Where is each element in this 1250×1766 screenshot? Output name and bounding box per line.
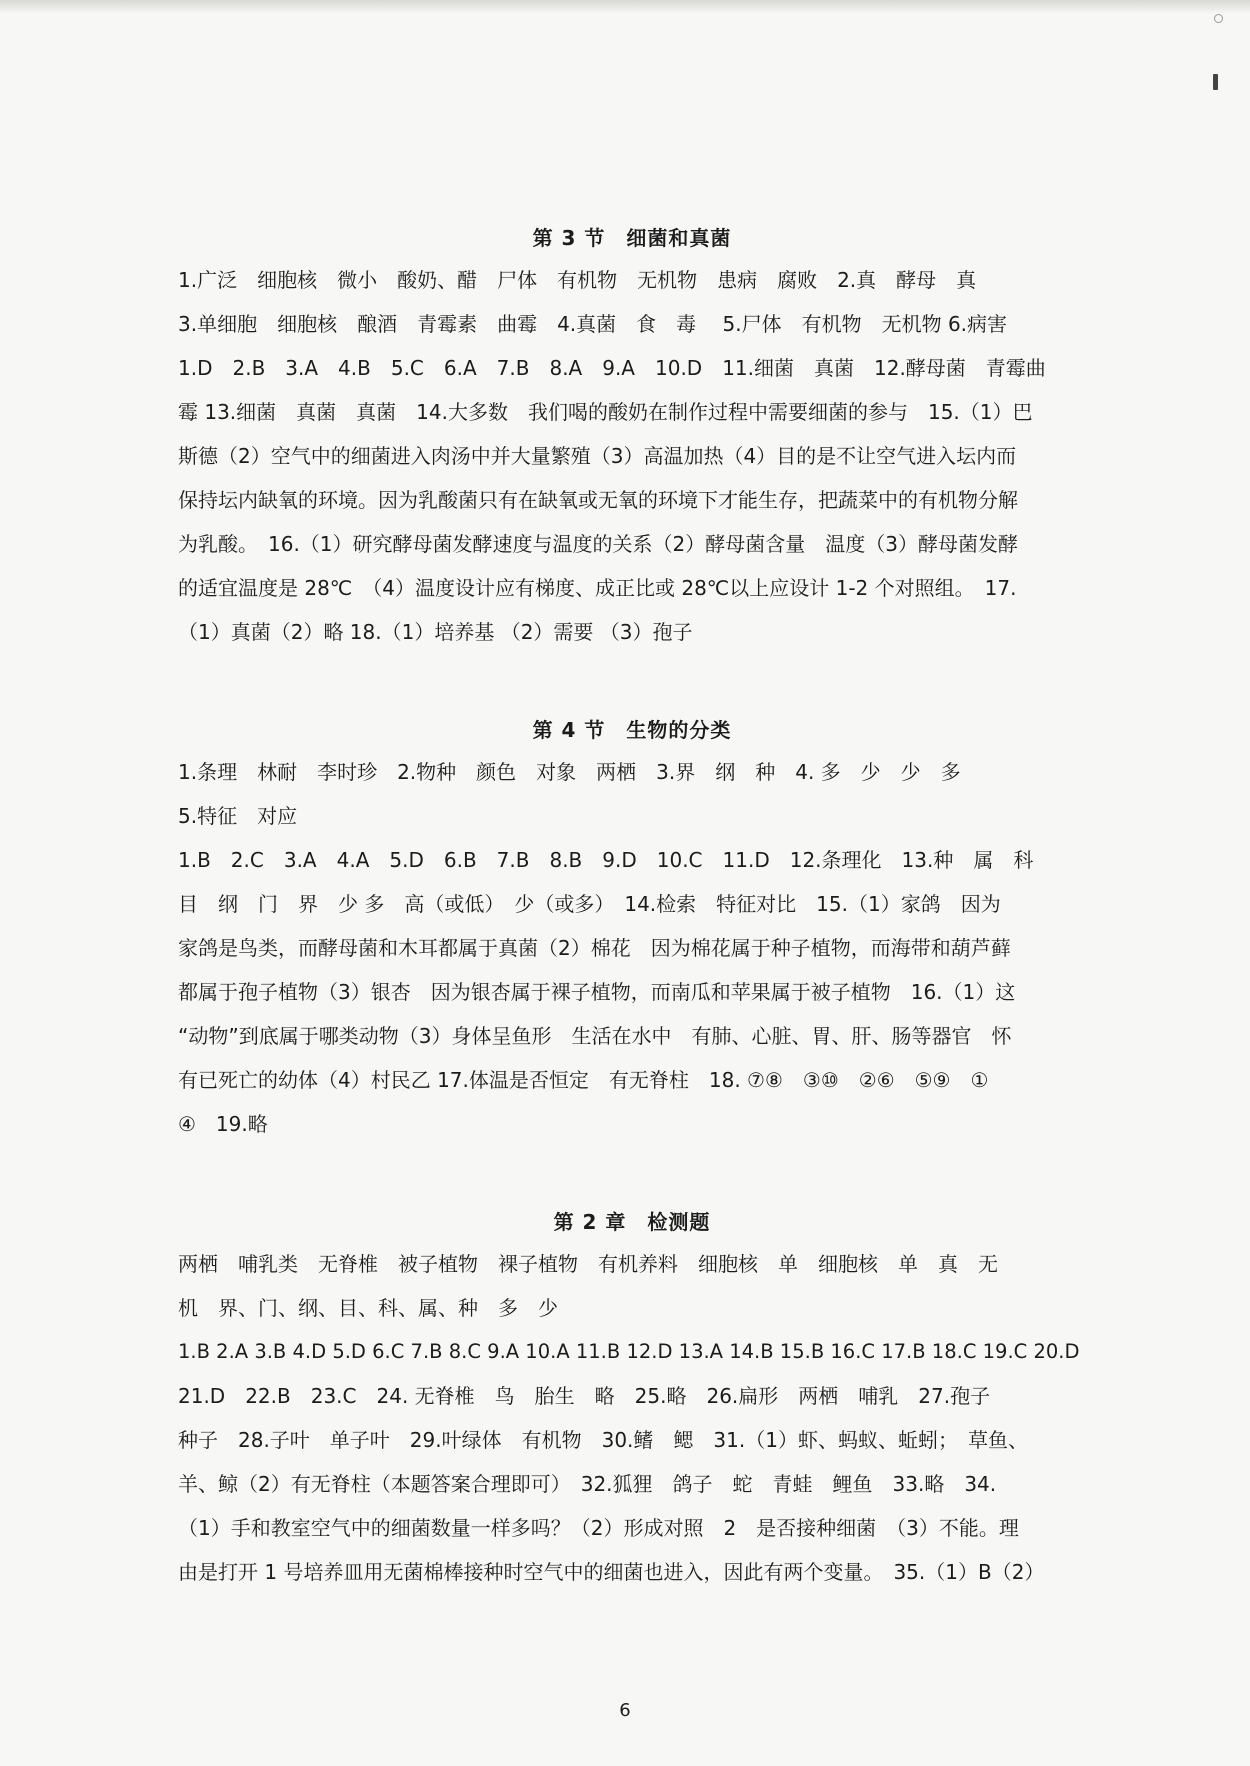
text-line: 的适宜温度是 28℃ （4）温度设计应有梯度、成正比或 28℃以上应设计 1-2 个对照组。 17. bbox=[178, 576, 1017, 600]
section-title: 第 4 节 生物的分类 bbox=[532, 718, 732, 742]
text-line: 由是打开 1 号培养皿用无菌棉棒接种时空气中的细菌也进入，因此有两个变量。 35.（1）B（2） bbox=[178, 1560, 1045, 1584]
text-line: 1.B 2.C 3.A 4.A 5.D 6.B 7.B 8.B 9.D 10.C 11.D 12.条理化 13.种 属 科 bbox=[178, 848, 1034, 872]
corner-mark bbox=[1213, 74, 1218, 90]
text-line: 都属于孢子植物（3）银杏 因为银杏属于裸子植物，而南瓜和苹果属于被子植物 16.（1）这 bbox=[178, 980, 1016, 1004]
text-line: 目 纲 门 界 少 多 高（或低） 少（或多） 14.检索 特征对比 15.（1）家鸽 因为 bbox=[178, 892, 1001, 916]
text-line: 21.D 22.B 23.C 24. 无脊椎 鸟 胎生 略 25.略 26.扁形 两栖 哺乳 27.孢子 bbox=[178, 1384, 991, 1408]
text-line: 羊、鲸（2）有无脊柱（本题答案合理即可） 32.狐狸 鸽子 蛇 青蛙 鲤鱼 33.略 34. bbox=[178, 1472, 997, 1496]
section-title: 第 2 章 检测题 bbox=[553, 1210, 711, 1234]
text-line: （1）手和教室空气中的细菌数量一样多吗？（2）形成对照 2 是否接种细菌 （3）不能。理 bbox=[178, 1516, 1019, 1540]
text-line: 家鸽是鸟类，而酵母菌和木耳都属于真菌（2）棉花 因为棉花属于种子植物，而海带和葫芦藓 bbox=[178, 936, 1011, 960]
text-line: 霉 13.细菌 真菌 真菌 14.大多数 我们喝的酸奶在制作过程中需要细菌的参与 15.（1）巴 bbox=[178, 400, 1033, 424]
text-line: 机 界、门、纲、目、科、属、种 多 少 bbox=[178, 1296, 558, 1320]
text-line: 为乳酸。 16.（1）研究酵母菌发酵速度与温度的关系（2）酵母菌含量 温度（3）酵母菌发酵 bbox=[178, 532, 1018, 556]
text-line: 1.D 2.B 3.A 4.B 5.C 6.A 7.B 8.A 9.A 10.D 11.细菌 真菌 12.酵母菌 青霉曲 bbox=[178, 356, 1046, 380]
text-line: 斯德（2）空气中的细菌进入肉汤中并大量繁殖（3）高温加热（4）目的是不让空气进入坛内而 bbox=[178, 444, 1017, 468]
text-line: 1.广泛 细胞核 微小 酸奶、醋 尸体 有机物 无机物 患病 腐败 2.真 酵母 真 bbox=[178, 268, 977, 292]
text-line: ④ 19.略 bbox=[178, 1112, 268, 1136]
text-line: 5.特征 对应 bbox=[178, 804, 298, 828]
page-top-edge bbox=[0, 0, 1250, 14]
text-line: 两栖 哺乳类 无脊椎 被子植物 裸子植物 有机养料 细胞核 单 细胞核 单 真 无 bbox=[178, 1252, 998, 1276]
text-line: 保持坛内缺氧的环境。因为乳酸菌只有在缺氧或无氧的环境下才能生存，把蔬菜中的有机物分解 bbox=[178, 488, 1018, 512]
page-number: 6 bbox=[619, 1700, 631, 1721]
text-line: 有已死亡的幼体（4）村民乙 17.体温是否恒定 有无脊柱 18. ⑦⑧ ③⑩ ②⑥ ⑤⑨ ① bbox=[178, 1068, 989, 1092]
section-title: 第 3 节 细菌和真菌 bbox=[532, 226, 732, 250]
answer-content bbox=[178, 218, 1086, 1594]
text-line: 1.B 2.A 3.B 4.D 5.D 6.C 7.B 8.C 9.A 10.A 11.B 12.D 13.A 14.B 15.B 16.C 17.B 18.C 19.C 20.D bbox=[178, 1340, 1080, 1363]
text-line: “动物”到底属于哪类动物（3）身体呈鱼形 生活在水中 有肺、心脏、胃、肝、肠等器官 怀 bbox=[178, 1024, 1012, 1048]
corner-dot bbox=[1214, 14, 1223, 23]
text-line: 种子 28.子叶 单子叶 29.叶绿体 有机物 30.鳍 鳃 31.（1）虾、蚂蚁、蚯蚓； 草鱼、 bbox=[178, 1428, 1028, 1452]
text-line: 3.单细胞 细胞核 酿酒 青霉素 曲霉 4.真菌 食 毒 5.尸体 有机物 无机物 6.病害 bbox=[178, 312, 1008, 336]
text-line: 1.条理 林耐 李时珍 2.物种 颜色 对象 两栖 3.界 纲 种 4. 多 少 少 多 bbox=[178, 760, 961, 784]
text-line: （1）真菌（2）略 18.（1）培养基 （2）需要 （3）孢子 bbox=[178, 620, 693, 644]
